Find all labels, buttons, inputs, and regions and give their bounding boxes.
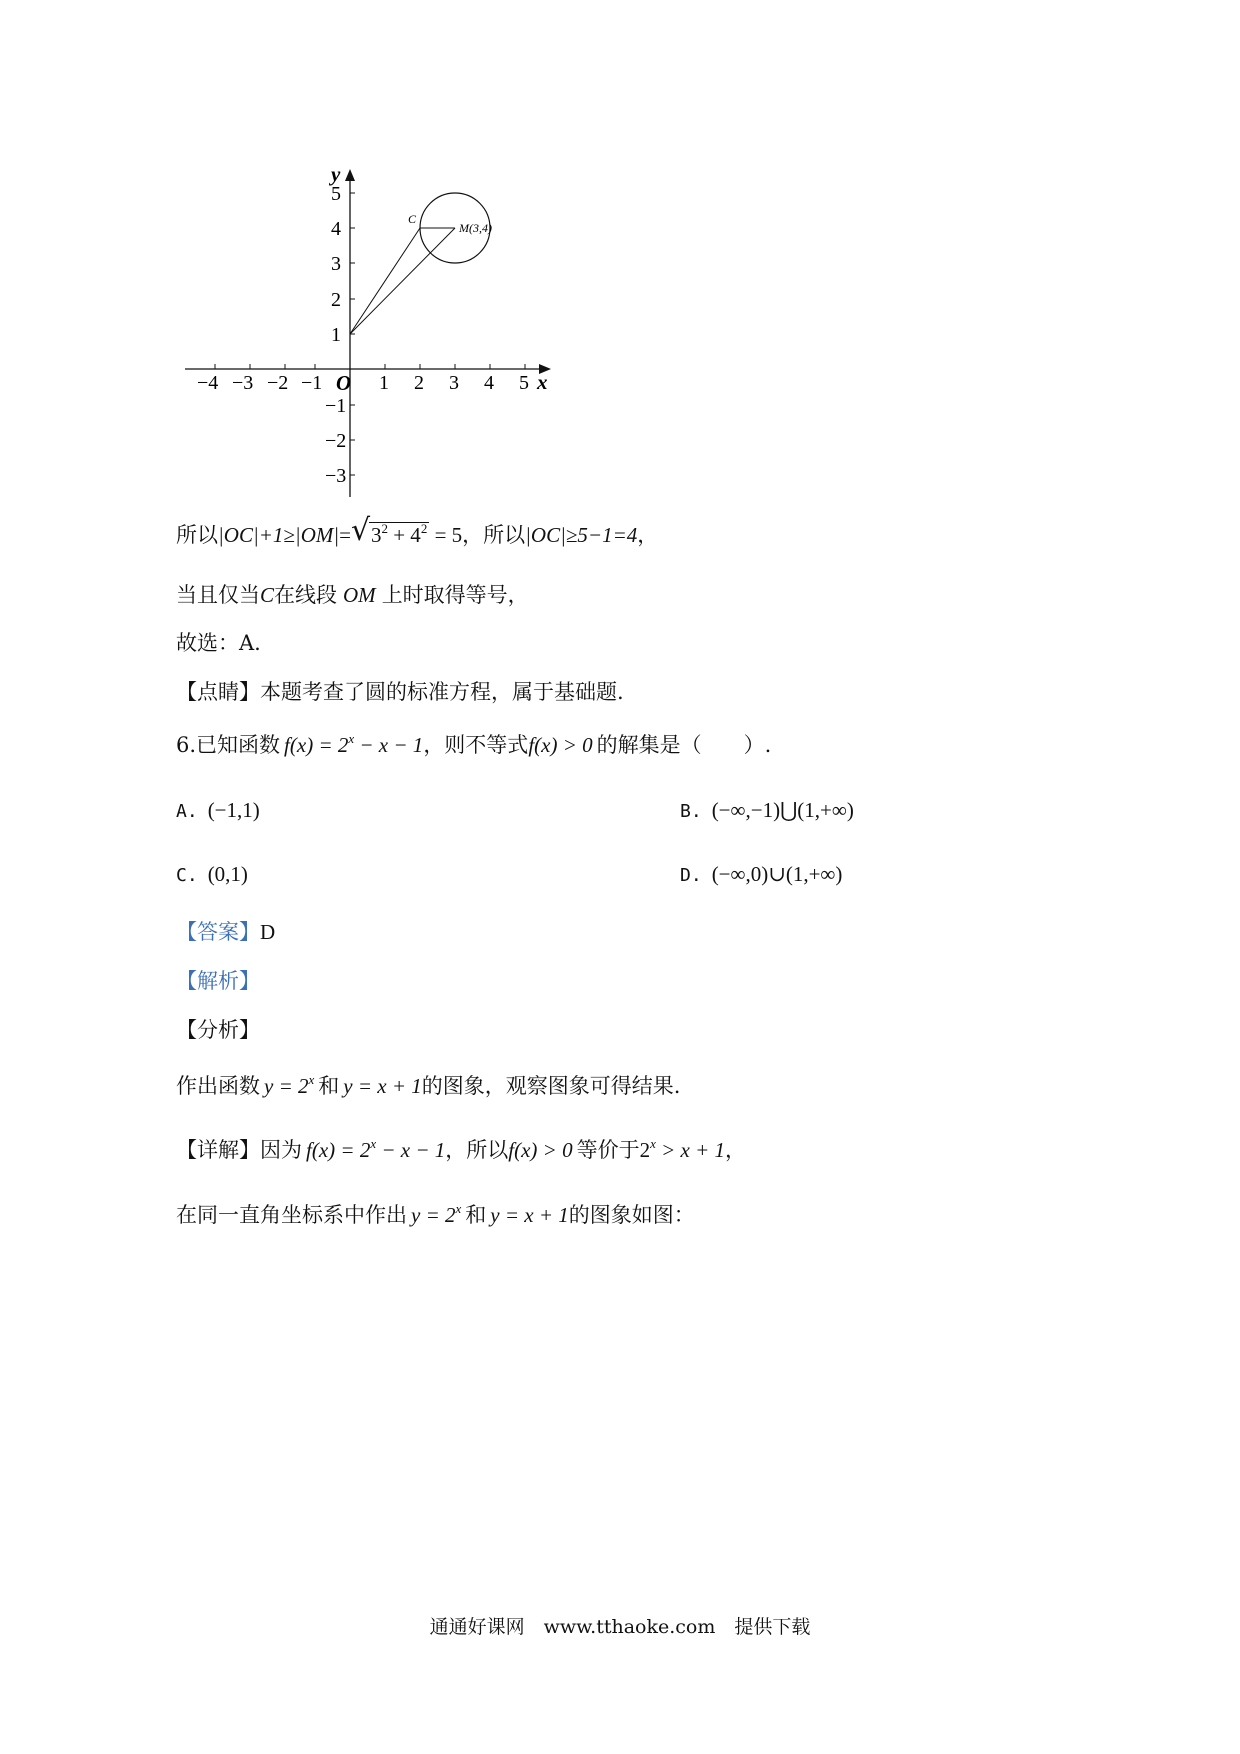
fenxi-text <box>176 1071 680 1101</box>
fenxi-tag: 【分析】 <box>176 1018 260 1042</box>
option-tag: B. <box>680 801 702 822</box>
option-tag: C. <box>176 865 198 886</box>
option-value: (−∞,−1)⋃(1,+∞) <box>711 798 854 822</box>
option-d <box>680 859 842 891</box>
x-tick-label: 2 <box>414 372 424 394</box>
math-span: = <box>339 523 351 547</box>
x-axis-label: x <box>537 370 548 394</box>
answer-line <box>176 917 275 947</box>
y-axis-label: y <box>331 165 341 186</box>
math-sup: x <box>348 731 355 746</box>
option-value: (−∞,0)∪(1,+∞) <box>711 862 843 886</box>
y-tick-label: 4 <box>331 218 341 240</box>
segment-oc <box>350 228 420 334</box>
math-span: f(x) > 0 <box>508 1138 573 1162</box>
y-tick-label: 5 <box>331 183 341 205</box>
text-span: 当且仅当 <box>176 583 260 607</box>
text-span: ，所以 <box>462 523 526 547</box>
radicand <box>369 522 429 547</box>
text-span: 已知函数 <box>196 733 281 757</box>
option-a <box>176 795 260 827</box>
math-span: |OC|+1≥|OM| <box>218 523 340 547</box>
sqrt-expression <box>350 513 429 550</box>
math-span: y = 2 <box>411 1203 456 1227</box>
math-span: |OC|≥5−1=4 <box>525 523 638 547</box>
x-tick-label: −3 <box>232 372 254 394</box>
math-sup: x <box>308 1072 315 1087</box>
analysis-tag: 【解析】 <box>176 969 260 993</box>
option-tag: A. <box>176 801 198 822</box>
text-span: 在线段 <box>274 583 338 607</box>
question-number: 6. <box>176 733 197 757</box>
y-tick-label: 1 <box>331 324 341 346</box>
point-c-label: C <box>408 212 417 226</box>
x-tick-label: 1 <box>379 372 389 394</box>
text-span: 所以 <box>176 523 218 547</box>
option-b <box>680 795 854 827</box>
option-value: (−1,1) <box>207 798 260 822</box>
y-tick-label: −2 <box>325 430 347 452</box>
text-span: 在同一直角坐标系中作出 <box>176 1203 407 1227</box>
y-tick-label: 2 <box>331 289 341 311</box>
y-tick-label: −1 <box>325 395 347 417</box>
math-span: y = x + 1 <box>343 1074 422 1098</box>
question-6 <box>176 730 771 760</box>
text-span: 和 <box>465 1203 487 1227</box>
text-span: 本题考查了圆的标准方程，属于基础题. <box>260 680 624 704</box>
math-span: y = x + 1 <box>490 1203 569 1227</box>
math-sup: 2 <box>381 521 388 536</box>
y-axis-arrow <box>345 169 355 181</box>
text-span: 的图象如图： <box>568 1203 695 1227</box>
y-tick-label: 3 <box>331 253 341 275</box>
origin-label: O <box>336 371 352 395</box>
text-line-choice: 故选：A. <box>176 631 261 655</box>
math-span: > x + 1 <box>655 1138 726 1162</box>
y-tick-label: −3 <box>325 465 347 487</box>
answer-value: D <box>260 920 276 944</box>
x-tick-label: 3 <box>449 372 459 394</box>
option-c <box>176 859 248 891</box>
x-tick-label: −1 <box>301 372 323 394</box>
math-span: OM <box>343 583 376 607</box>
math-span: − x − 1 <box>354 733 424 757</box>
math-span: = 5 <box>429 523 463 547</box>
x-tick-marks <box>215 364 525 369</box>
option-value: (0,1) <box>207 862 248 886</box>
math-sup: 2 <box>420 521 428 536</box>
text-span: ，所以 <box>445 1138 509 1162</box>
text-span: ，则不等式 <box>423 733 529 757</box>
x-tick-label: −4 <box>197 372 219 394</box>
math-span: 2 <box>639 1138 651 1162</box>
text-span: 和 <box>318 1074 340 1098</box>
option-tag: D. <box>680 865 702 886</box>
text-span: 的图象，观察图象可得结果. <box>421 1074 681 1098</box>
math-span: 3 <box>370 523 382 547</box>
text-line-oc-inequality <box>176 513 659 550</box>
y-tick-marks <box>350 193 355 475</box>
page-footer: 通通好课网 www.tthaoke.com 提供下载 <box>429 1616 811 1638</box>
math-sup: x <box>370 1136 377 1151</box>
text-line-equality-condition <box>176 580 529 610</box>
comment-tag: 【点睛】 <box>176 680 260 704</box>
math-span: y = 2 <box>264 1074 309 1098</box>
text-span: ， <box>725 1138 747 1162</box>
math-span: − x − 1 <box>376 1138 446 1162</box>
text-span: ， <box>637 523 659 547</box>
math-span: f(x) > 0 <box>528 733 593 757</box>
coordinate-figure <box>175 165 575 505</box>
math-sup: x <box>455 1201 462 1216</box>
text-line-comment <box>176 677 624 707</box>
answer-tag: 【答案】 <box>176 920 260 944</box>
text-span: 的解集是（ ）. <box>596 733 772 757</box>
x-tick-label: −2 <box>267 372 289 394</box>
segment-om <box>350 228 455 334</box>
math-span: f(x) = 2 <box>284 733 349 757</box>
x-tick-label: 5 <box>519 372 529 394</box>
text-span: 因为 <box>260 1138 302 1162</box>
radical-sign: √ <box>350 513 371 548</box>
point-m-label: M(3,4) <box>459 221 492 235</box>
math-span: C <box>260 583 275 607</box>
text-span: 等价于 <box>576 1138 640 1162</box>
x-tick-label: 4 <box>484 372 494 394</box>
math-sup: x <box>650 1136 656 1151</box>
graph-intro-line <box>176 1200 695 1230</box>
text-span: 作出函数 <box>176 1074 260 1098</box>
math-span: f(x) = 2 <box>306 1138 371 1162</box>
math-span: + 4 <box>387 523 421 547</box>
text-span: 上时取得等号， <box>381 583 529 607</box>
detail-tag: 【详解】 <box>176 1138 260 1162</box>
detail-line <box>176 1135 746 1165</box>
